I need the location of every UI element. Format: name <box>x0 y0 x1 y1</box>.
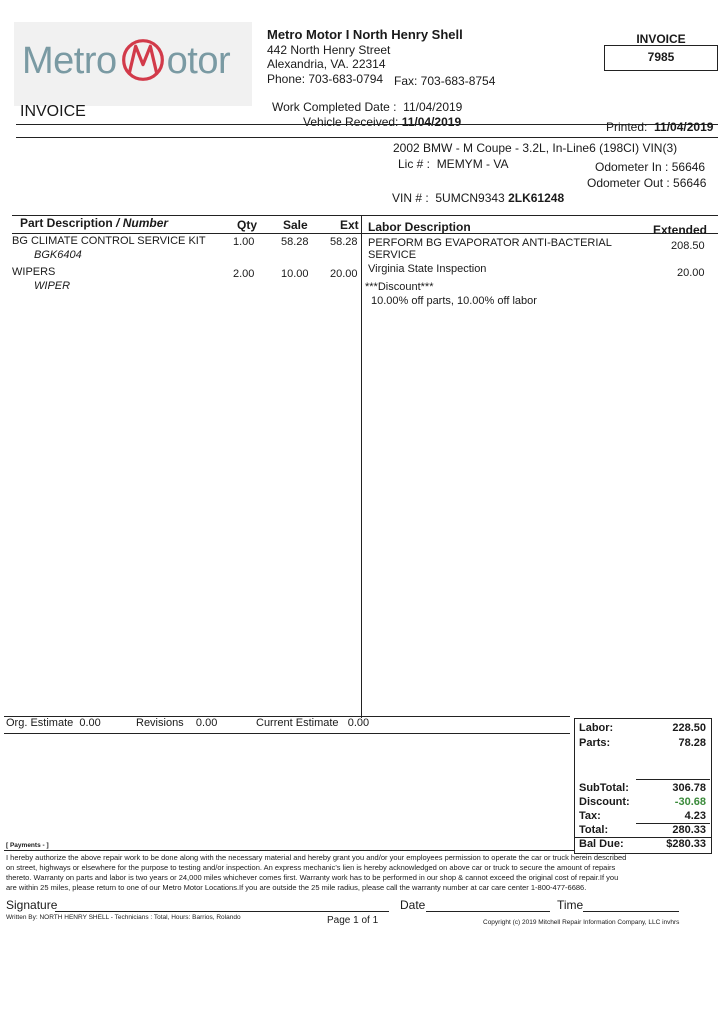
signature-label: Signature <box>6 898 58 912</box>
date-label: Date <box>400 898 426 912</box>
vin-suffix: 2LK61248 <box>508 191 565 205</box>
page-number: Page 1 of 1 <box>327 915 379 926</box>
revisions-value: 0.00 <box>195 717 218 729</box>
vin <box>392 191 564 205</box>
part-2-sale: 10.00 <box>281 268 309 280</box>
discount-title: ***Discount*** <box>365 281 434 293</box>
written-by: Written By: NORTH HENRY SHELL - Technicians : Total, Hours: Barrios, Rolando <box>6 914 241 921</box>
odometer-in <box>595 160 705 174</box>
parts-desc-heading: Part Description <box>20 216 113 230</box>
subtotal-label: SubTotal: <box>579 782 629 794</box>
invoice-label: INVOICE <box>20 103 86 120</box>
estimate-bottom-border <box>4 733 570 734</box>
discount-value: -30.68 <box>674 796 706 808</box>
table-column-divider <box>361 215 362 718</box>
part-2-qty: 2.00 <box>233 268 255 280</box>
revisions <box>136 717 217 729</box>
subtotal-value: 306.78 <box>672 782 706 794</box>
revisions-label: Revisions <box>136 717 184 729</box>
license <box>398 157 508 171</box>
tax-value: 4.23 <box>684 810 706 822</box>
parts-total-label: Parts: <box>579 737 611 749</box>
org-estimate-value: 0.00 <box>79 717 101 729</box>
vin-prefix: 5UMCN9343 <box>435 191 505 205</box>
license-value: MEMYM - VA <box>436 157 509 171</box>
labor-header-extended: Extended <box>653 223 708 237</box>
shop-name: Metro Motor I North Henry Shell <box>267 27 463 42</box>
discount-text: 10.00% off parts, 10.00% off labor <box>371 295 537 307</box>
labor-header-desc: Labor Description <box>368 220 471 234</box>
odometer-in-value: 56646 <box>671 160 706 174</box>
payments-label: [ Payments - ] <box>6 842 49 849</box>
header-divider <box>16 124 718 125</box>
discount-label: Discount: <box>579 796 630 808</box>
payments-rule <box>4 850 574 851</box>
part-2-number: WIPER <box>34 280 71 292</box>
vehicle-received-label: Vehicle Received: <box>303 115 399 129</box>
parts-header-desc <box>20 216 168 230</box>
labor-total-value: 228.50 <box>672 722 706 734</box>
logo-m-icon <box>120 37 166 83</box>
baldue-label: Bal Due: <box>579 838 624 850</box>
work-completed-label: Work Completed Date : <box>272 100 397 114</box>
parts-header-sale: Sale <box>283 218 308 232</box>
table-header-border <box>12 233 718 234</box>
shop-street: 442 North Henry Street <box>267 43 391 57</box>
part-2-ext: 20.00 <box>330 268 358 280</box>
part-1-number: BGK6404 <box>34 249 82 261</box>
shop-phone: Phone: 703-683-0794 <box>267 72 384 86</box>
logo-text-right: otor <box>166 40 231 82</box>
total-value: 280.33 <box>672 824 706 836</box>
printed-date <box>606 120 713 134</box>
tax-label: Tax: <box>579 810 601 822</box>
license-label: Lic # : <box>398 157 431 171</box>
header-divider-2 <box>16 137 718 138</box>
subtotal-rule <box>636 779 710 780</box>
invoice-number: 7985 <box>647 50 675 64</box>
parts-header-qty: Qty <box>237 218 258 232</box>
work-completed-value: 11/04/2019 <box>403 100 463 114</box>
copyright: Copyright (c) 2019 Mitchell Repair Information Company, LLC invhrs <box>483 919 680 926</box>
odometer-out-value: 56646 <box>673 176 707 190</box>
labor-2-amount: 20.00 <box>677 267 705 279</box>
vehicle-received-value: 11/04/2019 <box>401 115 462 129</box>
part-1-qty: 1.00 <box>233 236 255 248</box>
authorization-line-2: on street, highways or elsewhere for the purpose to testing and/or inspection. An express mechanic's lien is hereby acknowledged on above car or truck to secure the amount of repairs <box>6 863 616 872</box>
shop-fax: Fax: 703-683-8754 <box>394 74 496 88</box>
parts-header-ext: Ext <box>340 218 359 232</box>
date-line[interactable] <box>426 911 550 912</box>
current-estimate-label: Current Estimate <box>256 717 339 729</box>
work-completed <box>272 100 462 114</box>
current-estimate-value: 0.00 <box>347 717 370 729</box>
vehicle-description: 2002 BMW - M Coupe - 3.2L, In-Line6 (198CI) VIN(3) <box>393 141 678 155</box>
authorization-line-1: I hereby authorize the above repair work to be done along with the necessary material and hereby grant you and/or your employees permission to operate the car or truck herein described <box>6 853 627 862</box>
labor-1-amount: 208.50 <box>671 240 705 252</box>
vin-label: VIN # : <box>392 191 429 205</box>
parts-total-value: 78.28 <box>678 737 706 749</box>
authorization-line-4: are within 25 miles, please return to one of our Metro Motor Locations.If you are outside the 25 mile radius, please call the warranty number at car care center 1-800-477-6686. <box>6 883 587 892</box>
part-1-desc: BG CLIMATE CONTROL SERVICE KIT <box>12 235 206 247</box>
parts-number-heading: / Number <box>116 216 169 230</box>
org-estimate-label: Org. Estimate <box>6 717 74 729</box>
part-1-ext: 58.28 <box>330 236 358 248</box>
part-1-sale: 58.28 <box>281 236 309 248</box>
odometer-in-label: Odometer In : <box>595 160 669 174</box>
labor-1-line2: SERVICE <box>368 249 417 261</box>
signature-line[interactable] <box>55 911 389 912</box>
labor-1-line1: PERFORM BG EVAPORATOR ANTI-BACTERIAL <box>368 237 612 249</box>
labor-2-line1: Virginia State Inspection <box>368 263 487 275</box>
printed-value: 11/04/2019 <box>654 120 714 134</box>
time-label: Time <box>557 898 584 912</box>
time-line[interactable] <box>583 911 679 912</box>
logo-text-left: Metro <box>22 40 117 82</box>
org-estimate <box>6 717 101 729</box>
authorization-line-3: thereto. Warranty on parts and labor is two years or 24,000 miles whichever comes first. Warranty work has to be performed in our shop & cannot exceed the original cost of repair.If you <box>6 873 619 882</box>
odometer-out-label: Odometer Out : <box>587 176 670 190</box>
baldue-value: $280.33 <box>666 838 706 850</box>
invoice-box-title: INVOICE <box>636 32 686 46</box>
labor-total-label: Labor: <box>579 722 614 734</box>
printed-label: Printed: <box>606 120 648 134</box>
total-label: Total: <box>579 824 609 836</box>
part-2-desc: WIPERS <box>12 266 56 278</box>
vehicle-received <box>303 115 461 129</box>
current-estimate <box>256 717 369 729</box>
shop-city: Alexandria, VA. 22314 <box>267 57 386 71</box>
odometer-out <box>587 176 706 190</box>
